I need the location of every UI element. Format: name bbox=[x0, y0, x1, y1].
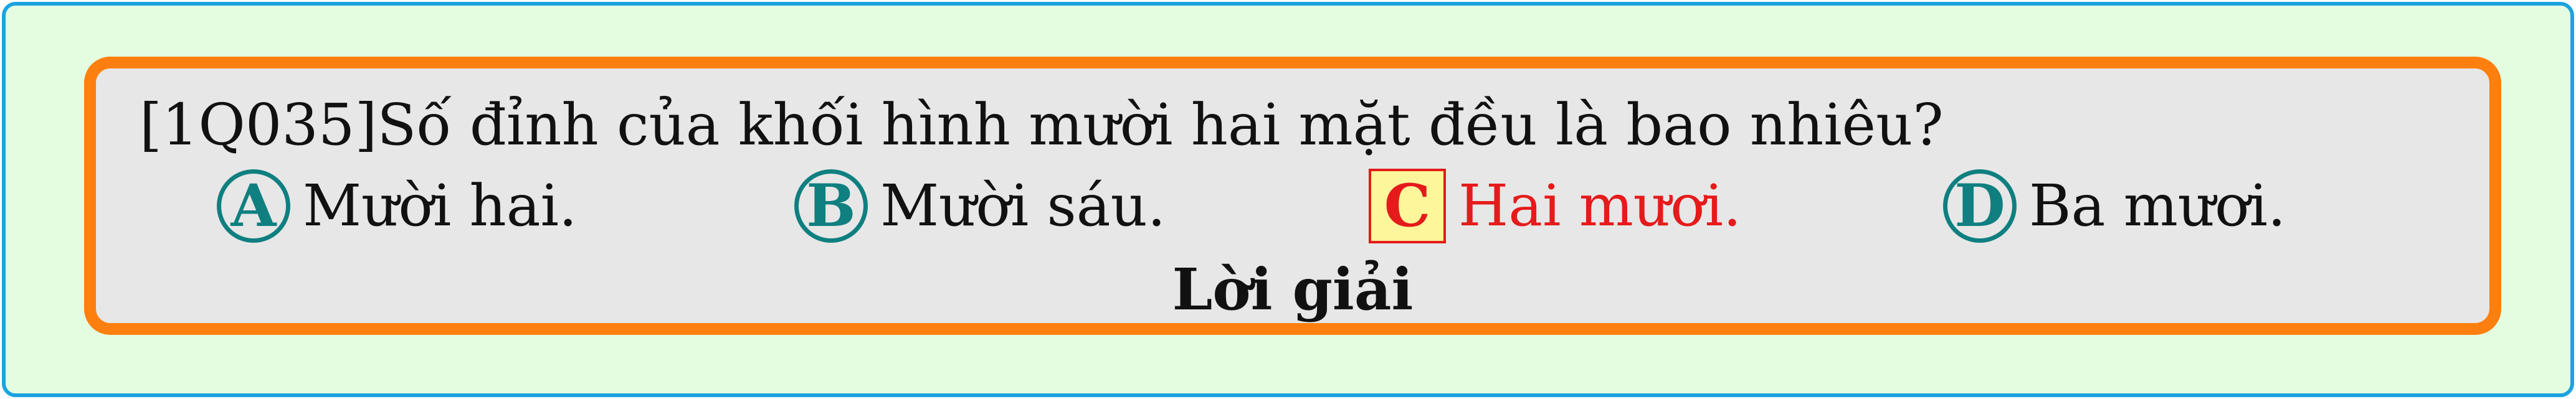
option-b-marker: B bbox=[794, 169, 868, 243]
solution-heading: Lời giải bbox=[1172, 256, 1414, 323]
option-c-text: Hai mươi. bbox=[1458, 172, 1742, 239]
option-d-marker: D bbox=[1943, 169, 2017, 243]
option-d[interactable] bbox=[1943, 166, 2286, 246]
question-stem bbox=[140, 91, 1944, 159]
question-box bbox=[84, 57, 2501, 335]
option-a-marker: A bbox=[217, 169, 290, 243]
option-c-correct[interactable] bbox=[1369, 166, 1741, 246]
option-a[interactable] bbox=[217, 166, 577, 246]
option-a-text: Mười hai. bbox=[303, 172, 577, 239]
outer-frame bbox=[2, 2, 2574, 397]
option-b[interactable] bbox=[794, 166, 1166, 246]
question-code: [1Q035] bbox=[140, 92, 378, 158]
option-c-marker: C bbox=[1369, 169, 1446, 243]
option-d-text: Ba mươi. bbox=[2029, 172, 2286, 239]
option-b-text: Mười sáu. bbox=[880, 172, 1166, 239]
question-text: Số đỉnh của khối hình mười hai mặt đều là bao nhiêu? bbox=[377, 92, 1944, 158]
